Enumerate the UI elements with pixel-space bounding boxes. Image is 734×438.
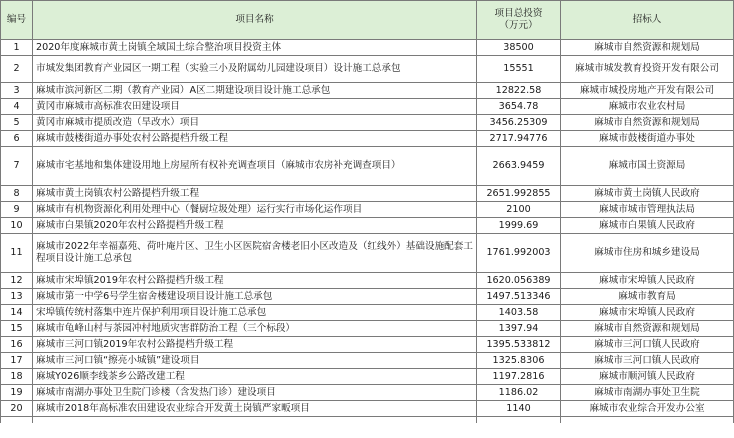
row-amount: 2100 bbox=[477, 202, 561, 218]
row-index: 10 bbox=[1, 218, 33, 234]
row-index: 2 bbox=[1, 56, 33, 83]
row-bidder: 麻城市宋埠镇人民政府 bbox=[561, 305, 734, 321]
row-amount: 2717.94776 bbox=[477, 131, 561, 147]
row-project-name: 黄冈市麻城市提质改造（旱改水）项目 bbox=[33, 115, 477, 131]
row-amount: 1999.69 bbox=[477, 218, 561, 234]
row-project-name: 麻城市2022年幸福嘉苑、荷叶庵片区、卫生小区医院宿舍楼老旧小区改造及（红线外）基础设施配套工程项目设计施工总承包 bbox=[33, 234, 477, 273]
row-amount: 1761.992003 bbox=[477, 234, 561, 273]
row-amount: 1620.056389 bbox=[477, 273, 561, 289]
row-bidder: 麻城市鼓楼街道办事处 bbox=[561, 131, 734, 147]
row-amount: 12822.58 bbox=[477, 83, 561, 99]
row-project-name: 市城发集团教育产业园区一期工程（实验三小及附属幼儿园建设项目）设计施工总承包 bbox=[33, 56, 477, 83]
truncated-cell bbox=[561, 417, 734, 424]
table-row bbox=[1, 202, 734, 218]
row-bidder: 麻城市农业综合开发办公室 bbox=[561, 401, 734, 417]
row-project-name: 麻城市有机物资源化利用处理中心（餐厨垃圾处理）运行实行市场化运作项目 bbox=[33, 202, 477, 218]
row-amount: 3654.78 bbox=[477, 99, 561, 115]
row-bidder: 麻城市城市管理执法局 bbox=[561, 202, 734, 218]
table-row bbox=[1, 305, 734, 321]
table-row bbox=[1, 234, 734, 273]
row-index: 14 bbox=[1, 305, 33, 321]
row-bidder: 麻城市南湖办事处卫生院 bbox=[561, 385, 734, 401]
header-amount-line1: 项目总投资 bbox=[494, 8, 543, 19]
table-row bbox=[1, 99, 734, 115]
row-bidder: 麻城市自然资源和规划局 bbox=[561, 40, 734, 56]
row-project-name: 麻城市2018年高标准农田建设农业综合开发黄土岗镇严家畈项目 bbox=[33, 401, 477, 417]
table-row bbox=[1, 353, 734, 369]
table-row bbox=[1, 83, 734, 99]
table-body bbox=[1, 40, 734, 424]
row-amount: 1186.02 bbox=[477, 385, 561, 401]
row-index: 16 bbox=[1, 337, 33, 353]
row-project-name: 麻城市黄土岗镇农村公路提档升级工程 bbox=[33, 186, 477, 202]
row-index: 17 bbox=[1, 353, 33, 369]
row-bidder: 麻城市自然资源和规划局 bbox=[561, 321, 734, 337]
row-index: 3 bbox=[1, 83, 33, 99]
row-project-name: 麻城市鼓楼街道办事处农村公路提档升级工程 bbox=[33, 131, 477, 147]
row-project-name: 黄冈市麻城市高标准农田建设项目 bbox=[33, 99, 477, 115]
row-bidder: 麻城市顺河镇人民政府 bbox=[561, 369, 734, 385]
table-row-truncated bbox=[1, 417, 734, 424]
row-bidder: 麻城市教育局 bbox=[561, 289, 734, 305]
row-amount: 1497.513346 bbox=[477, 289, 561, 305]
row-bidder: 麻城市城发教育投资开发有限公司 bbox=[561, 56, 734, 83]
table-row bbox=[1, 186, 734, 202]
row-project-name: 麻城市第一中学6号学生宿舍楼建设项目设计施工总承包 bbox=[33, 289, 477, 305]
row-index: 1 bbox=[1, 40, 33, 56]
row-bidder: 麻城市农业农村局 bbox=[561, 99, 734, 115]
row-index: 15 bbox=[1, 321, 33, 337]
table-row bbox=[1, 401, 734, 417]
row-project-name: 麻城市白果镇2020年农村公路提档升级工程 bbox=[33, 218, 477, 234]
row-index: 12 bbox=[1, 273, 33, 289]
row-bidder: 麻城市住房和城乡建设局 bbox=[561, 234, 734, 273]
truncated-cell bbox=[1, 417, 33, 424]
row-amount: 15551 bbox=[477, 56, 561, 83]
row-index: 5 bbox=[1, 115, 33, 131]
row-bidder: 麻城市三河口镇人民政府 bbox=[561, 337, 734, 353]
header-project-name: 项目名称 bbox=[33, 1, 477, 40]
table-row bbox=[1, 131, 734, 147]
table-row bbox=[1, 385, 734, 401]
truncated-cell bbox=[477, 417, 561, 424]
row-bidder: 麻城市宋埠镇人民政府 bbox=[561, 273, 734, 289]
table-row bbox=[1, 56, 734, 83]
row-project-name: 麻城市南湖办事处卫生院门诊楼（含发热门诊）建设项目 bbox=[33, 385, 477, 401]
row-project-name: 麻城市三河口镇“擦亮小城镇”建设项目 bbox=[33, 353, 477, 369]
row-amount: 1325.8306 bbox=[477, 353, 561, 369]
row-index: 19 bbox=[1, 385, 33, 401]
table-row bbox=[1, 321, 734, 337]
row-index: 18 bbox=[1, 369, 33, 385]
table-row bbox=[1, 337, 734, 353]
row-project-name: 宋埠镇传统村落集中连片保护利用项目设计施工总承包 bbox=[33, 305, 477, 321]
row-project-name: 麻城市宅基地和集体建设用地上房屋所有权补充调查项目（麻城市农房补充调查项目） bbox=[33, 147, 477, 186]
table-row bbox=[1, 218, 734, 234]
row-project-name: 麻城Y026顺李线茶乡公路改建工程 bbox=[33, 369, 477, 385]
row-index: 13 bbox=[1, 289, 33, 305]
row-project-name: 麻城市龟峰山村与茶园冲村地质灾害群防治工程（三个标段） bbox=[33, 321, 477, 337]
row-amount: 1397.94 bbox=[477, 321, 561, 337]
row-bidder: 麻城市城投房地产开发有限公司 bbox=[561, 83, 734, 99]
row-amount: 1140 bbox=[477, 401, 561, 417]
row-index: 9 bbox=[1, 202, 33, 218]
table-row bbox=[1, 40, 734, 56]
row-bidder: 麻城市白果镇人民政府 bbox=[561, 218, 734, 234]
table-row bbox=[1, 289, 734, 305]
table-row bbox=[1, 369, 734, 385]
header-bidder: 招标人 bbox=[561, 1, 734, 40]
table-row bbox=[1, 147, 734, 186]
row-project-name: 麻城市三河口镇2019年农村公路提档升级工程 bbox=[33, 337, 477, 353]
header-amount-line2: （万元） bbox=[499, 20, 538, 31]
row-amount: 1197.2816 bbox=[477, 369, 561, 385]
row-index: 6 bbox=[1, 131, 33, 147]
row-bidder: 麻城市三河口镇人民政府 bbox=[561, 353, 734, 369]
row-amount: 38500 bbox=[477, 40, 561, 56]
row-index: 8 bbox=[1, 186, 33, 202]
table-row bbox=[1, 273, 734, 289]
row-bidder: 麻城市黄土岗镇人民政府 bbox=[561, 186, 734, 202]
row-project-name: 2020年度麻城市黄土岗镇全域国土综合整治项目投资主体 bbox=[33, 40, 477, 56]
row-project-name: 麻城市滨河新区二期（教育产业园）A区二期建设项目设计施工总承包 bbox=[33, 83, 477, 99]
row-amount: 2663.9459 bbox=[477, 147, 561, 186]
row-index: 4 bbox=[1, 99, 33, 115]
truncated-cell bbox=[33, 417, 477, 424]
row-amount: 1403.58 bbox=[477, 305, 561, 321]
header-amount bbox=[477, 1, 561, 40]
table-header-row bbox=[1, 1, 734, 40]
table-row bbox=[1, 115, 734, 131]
header-index: 编号 bbox=[1, 1, 33, 40]
row-bidder: 麻城市自然资源和规划局 bbox=[561, 115, 734, 131]
row-amount: 1395.533812 bbox=[477, 337, 561, 353]
row-project-name: 麻城市宋埠镇2019年农村公路提档升级工程 bbox=[33, 273, 477, 289]
row-amount: 3456.25309 bbox=[477, 115, 561, 131]
row-index: 20 bbox=[1, 401, 33, 417]
row-index: 11 bbox=[1, 234, 33, 273]
row-amount: 2651.992855 bbox=[477, 186, 561, 202]
row-bidder: 麻城市国土资源局 bbox=[561, 147, 734, 186]
row-index: 7 bbox=[1, 147, 33, 186]
